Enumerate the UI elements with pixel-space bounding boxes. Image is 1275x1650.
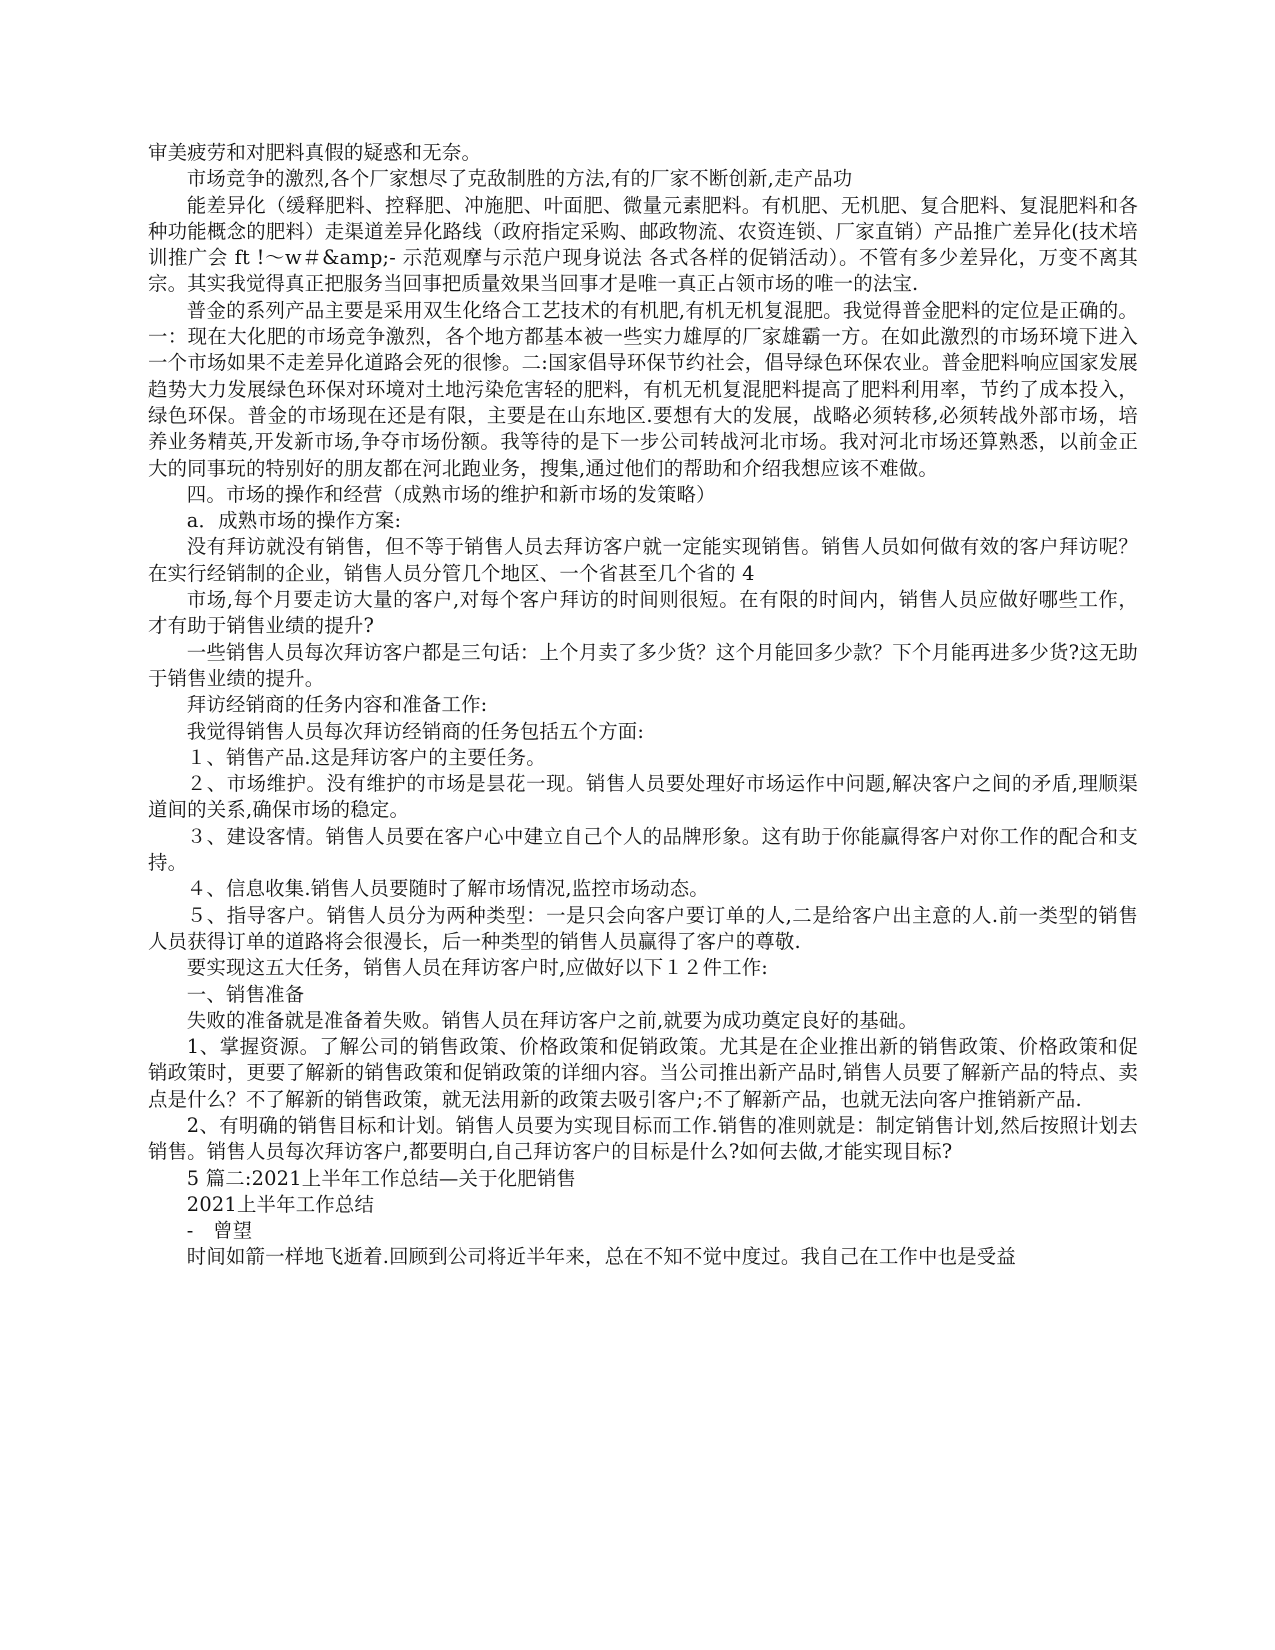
paragraph: 能差异化（缓释肥料、控释肥、冲施肥、叶面肥、微量元素肥料。有机肥、无机肥、复合肥料、复混肥料和各种功能概念的肥料）走渠道差异化路线（政府指定采购、邮政物流、农资连锁、厂家直销）产品推广差异化(技术培训推广会 ft !～w＃&amp;- 示范观摩与示范户现身说法 各式各样的促销活动）。不管有多少差异化，万变不离其宗。其实我觉得真正把服务当回事把质量效果当回事才是唯一真正占领市场的唯一的法宝.: [148, 193, 1138, 296]
section-heading: 四。市场的操作和经营（成熟市场的维护和新市场的发策略）: [186, 482, 716, 506]
list-item: ４、信息收集.销售人员要随时了解市场情况,监控市场动态。: [186, 877, 709, 901]
list-item: ５、指导客户。销售人员分为两种类型：一是只会向客户要订单的人,二是给客户出主意的人.前一类型的销售人员获得订单的道路将会很漫长，后一种类型的销售人员赢得了客户的尊敬.: [148, 903, 1138, 953]
paragraph: 市场,每个月要走访大量的客户,对每个客户拜访的时间则很短。在有限的时间内，销售人员应做好哪些工作，才有助于销售业绩的提升?: [148, 588, 1138, 638]
paragraph: 要实现这五大任务，销售人员在拜访客户时,应做好以下１２件工作:: [186, 956, 769, 980]
list-item: 1、掌握资源。了解公司的销售政策、价格政策和促销政策。尤其是在企业推出新的销售政策、价格政策和促销政策时，更要了解新的销售政策和促销政策的详细内容。当公司推出新产品时,销售人员要了解新产品的特点、卖点是什么？不了解新的销售政策，就无法用新的政策去吸引客户;不了解新产品，也就无法向客户推销新产品.: [148, 1035, 1138, 1111]
paragraph: 失败的准备就是准备着失败。销售人员在拜访客户之前,就要为成功奠定良好的基础。: [186, 1008, 919, 1032]
paragraph: 市场竞争的激烈,各个厂家想尽了克敌制胜的方法,有的厂家不断创新,走产品功: [186, 167, 853, 191]
paragraph: 我觉得销售人员每次拜访经销商的任务包括五个方面:: [186, 719, 645, 743]
paragraph: 拜访经销商的任务内容和准备工作:: [186, 693, 488, 717]
list-item: 2、有明确的销售目标和计划。销售人员要为实现目标而工作.销售的准则就是：制定销售计划,然后按照计划去销售。销售人员每次拜访客户,都要明白,自己拜访客户的目标是什么?如何去做,才能实现目标?: [148, 1113, 1138, 1164]
paragraph: 没有拜访就没有销售，但不等于销售人员去拜访客户就一定能实现销售。销售人员如何做有效的客户拜访呢？ 在实行经销制的企业，销售人员分管几个地区、一个省甚至几个省的 4: [148, 535, 1158, 585]
paragraph: 一些销售人员每次拜访客户都是三句话：上个月卖了多少货？这个月能回多少款？下个月能再进多少货?这无助于销售业绩的提升。: [148, 640, 1138, 690]
paragraph: 时间如箭一样地飞逝着.回顾到公司将近半年来，总在不知不觉中度过。我自己在工作中也是受益: [186, 1245, 1016, 1269]
paragraph: 审美疲劳和对肥料真假的疑惑和无奈。: [148, 141, 482, 164]
section-heading: 一、销售准备: [186, 982, 305, 1006]
subsection-heading: a．成熟市场的操作方案:: [186, 509, 402, 533]
paragraph: 普金的系列产品主要是采用双生化络合工艺技术的有机肥,有机无机复混肥。我觉得普金肥料的定位是正确的。一：现在大化肥的市场竞争激烈，各个地方都基本被一些实力雄厚的厂家雄霸一方。在如此激烈的市场环境下进入一个市场如果不走差异化道路会死的很惨。二:国家倡导环保节约社会，倡导绿色环保农业。普金肥料响应国家发展趋势大力发展绿色环保对环境对土地污染危害轻的肥料，有机无机复混肥料提高了肥料利用率，节约了成本投入，绿色环保。普金的市场现在还是有限，主要是在山东地区.要想有大的发展，战略必须转移,必须转战外部市场，培养业务精英,开发新市场,争夺市场份额。我等待的是下一步公司转战河北市场。我对河北市场还算熟悉，以前金正大的同事玩的特别好的朋友都在河北跑业务，搜集,通过他们的帮助和介绍我想应该不难做。: [148, 298, 1138, 480]
article-heading: 5 篇二:2021上半年工作总结—关于化肥销售: [186, 1166, 577, 1190]
list-item: ２、市场维护。没有维护的市场是昙花一现。销售人员要处理好市场运作中问题,解决客户之间的矛盾,理顺渠道间的关系,确保市场的稳定。: [148, 772, 1138, 822]
article-title: 2021上半年工作总结: [186, 1192, 375, 1216]
list-item: １、销售产品.这是拜访客户的主要任务。: [186, 745, 546, 769]
author-line: - 曾望: [186, 1219, 253, 1243]
list-item: ３、建设客情。销售人员要在客户心中建立自己个人的品牌形象。这有助于你能赢得客户对你工作的配合和支持。: [148, 824, 1138, 875]
document-body: [148, 140, 1158, 1271]
